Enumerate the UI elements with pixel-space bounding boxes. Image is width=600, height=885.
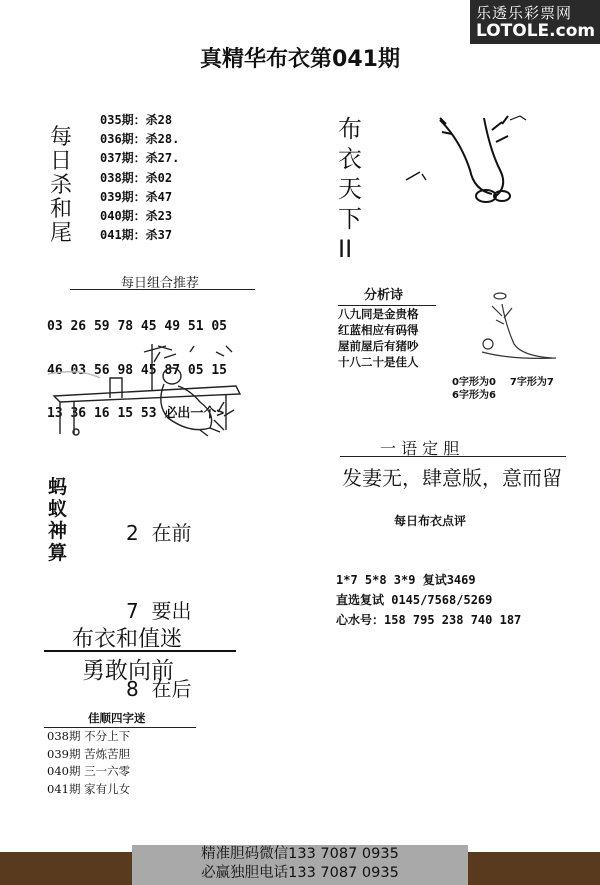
motto-line2: 勇敢向前 xyxy=(82,658,174,684)
shape-note: 7字形为7 xyxy=(509,377,554,388)
list-item: 038期 不分上下 xyxy=(47,729,131,743)
list-item: 036期：杀28. xyxy=(100,132,180,147)
tianxia-char: II xyxy=(338,235,353,263)
tianxia-char: 天 xyxy=(338,175,362,203)
combo-row: 03 26 59 78 45 49 51 05 xyxy=(47,319,228,334)
banner-line2: 必赢独胆电话133 7087 0935 xyxy=(201,865,399,881)
list-item: 041期 家有儿女 xyxy=(47,781,131,796)
ant-label-char: 算 xyxy=(48,542,68,564)
ant-label-char: 蚁 xyxy=(48,498,68,520)
list-item: 035期：杀28 xyxy=(100,113,173,127)
tianxia-char: 衣 xyxy=(338,145,362,173)
yiyu-text: 发妻无，肆意版，意而留 xyxy=(342,466,562,490)
daily-kill-label-char: 日 xyxy=(50,149,73,174)
daily-kill-label-char: 杀 xyxy=(50,173,73,198)
yiyu-title: 一 语 定 胆 xyxy=(380,439,460,458)
yiyu-divider xyxy=(340,456,566,457)
poem-line: 八九同是金贵格 xyxy=(338,307,419,321)
poem-lines xyxy=(338,306,419,370)
ink-painting-image xyxy=(400,110,550,210)
ant-rows xyxy=(126,468,191,728)
page-title: 真精华布衣第041期 xyxy=(200,47,400,72)
daily-kill-label-char: 尾 xyxy=(50,221,73,246)
review-lines xyxy=(336,570,521,630)
ant-label xyxy=(48,476,70,564)
ant-label-char: 神 xyxy=(48,520,68,542)
review-line: 心水号：158 795 238 740 187 xyxy=(336,613,522,627)
tianxia-char: 布 xyxy=(338,115,362,143)
tianxia-label xyxy=(338,114,366,264)
review-title: 每日布衣点评 xyxy=(394,514,467,528)
combo-row: 46 03 56 98 45 87 05 15 xyxy=(47,362,228,378)
list-item: 038期：杀02 xyxy=(100,170,173,185)
daily-kill-list xyxy=(100,111,179,245)
list-item: 037期：杀27. xyxy=(100,151,180,166)
daily-kill-label-char: 和 xyxy=(50,197,73,222)
four-char-list xyxy=(47,728,130,798)
review-line: 1*7 5*8 3*9 复试3469 xyxy=(336,573,476,587)
review-line: 直选复试 0145/7568/5269 xyxy=(336,593,493,607)
poem-line: 屋前屋后有猪吵 xyxy=(338,339,419,353)
motto-line1: 布衣和值迷 xyxy=(72,627,183,652)
daily-kill-label xyxy=(50,126,74,246)
contact-banner xyxy=(132,845,468,885)
ant-label-char: 蚂 xyxy=(48,476,68,498)
logo-line1: 乐透乐彩票网 xyxy=(476,4,573,22)
logo-line2: LOTOLE.com xyxy=(476,21,596,41)
list-item: 040期：杀23 xyxy=(100,209,173,224)
combo-title: 每日组合推荐 xyxy=(120,276,199,291)
list-item: 040期 三一六零 xyxy=(47,764,131,778)
shape-note: 0字形为0 xyxy=(452,377,496,388)
site-logo[interactable] xyxy=(470,0,600,44)
tree-sketch-image xyxy=(462,286,562,366)
banner-line1: 精准胆码微信133 7087 0935 xyxy=(201,846,399,862)
list-item: 039期 苦炼苦胆 xyxy=(47,746,131,761)
tianxia-char: 下 xyxy=(338,205,362,233)
ant-row: 8 在后 xyxy=(126,677,192,701)
shape-note: 6字形为6 xyxy=(452,390,496,401)
poem-line: 十八二十是佳人 xyxy=(338,355,419,369)
ant-row: 2 在前 xyxy=(126,521,192,545)
scholar-sketch-image xyxy=(40,338,250,440)
four-char-title: 佳顺四字迷 xyxy=(88,711,146,725)
combo-divider xyxy=(70,289,255,290)
list-item: 041期：杀37 xyxy=(100,228,173,243)
list-item: 039期：杀47 xyxy=(100,189,173,204)
daily-kill-label-char: 每 xyxy=(50,125,73,150)
ant-row: 7 要出 xyxy=(126,599,192,623)
combo-row: 13 36 16 15 53 必出一个> xyxy=(47,406,225,421)
poem-line: 红蓝相应有码得 xyxy=(338,323,419,337)
poem-title: 分析诗 xyxy=(364,288,404,303)
shape-notes xyxy=(452,376,554,402)
